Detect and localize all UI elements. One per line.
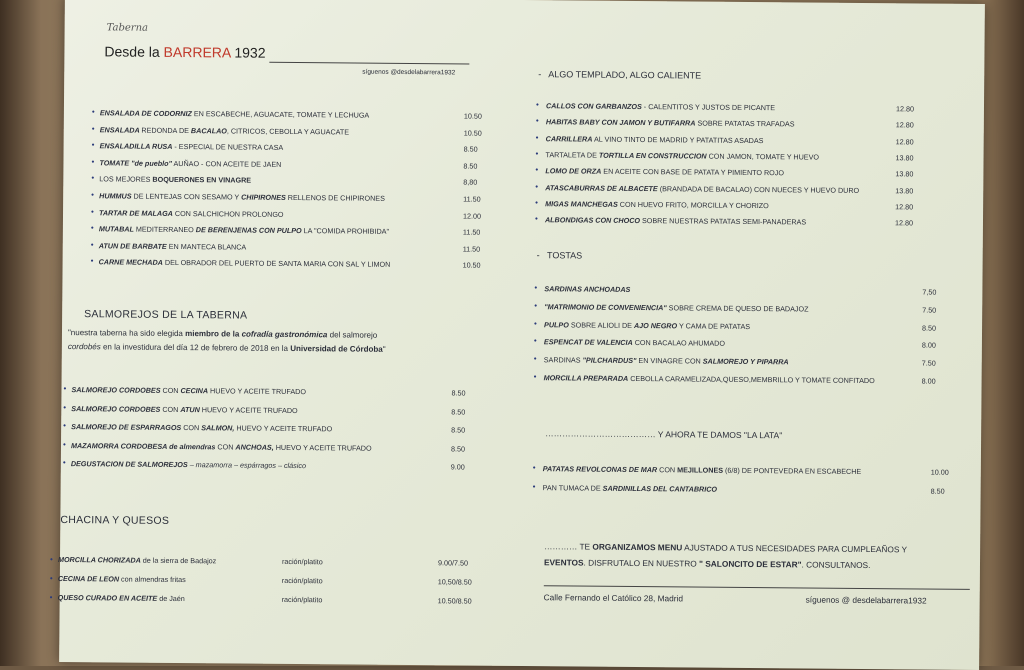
menu-item-text: – mazamorra – espárragos – clásico xyxy=(189,460,306,471)
menu-item xyxy=(100,141,284,152)
menu-item-text: - ESPECIAL DE NUESTRA CASA xyxy=(172,142,284,153)
menu-item-text: AUÑAO - CON ACEITE DE JAEN xyxy=(171,158,282,169)
menu-item-text: DEGUSTACION DE SALMOREJOS xyxy=(70,459,190,470)
menu-item-text: ATUN xyxy=(180,404,200,414)
bullet: • xyxy=(91,140,95,150)
bullet: • xyxy=(535,197,538,207)
menu-item-text: CON xyxy=(657,465,678,475)
menu-item xyxy=(100,125,349,136)
menu-item-text: (BRANDADA DE BACALAO) CON NUECES Y HUEVO DURO xyxy=(657,183,860,195)
bullet: • xyxy=(90,256,94,266)
bullet: • xyxy=(49,554,53,564)
menu-item-text: SALMOREJO DE ESPARRAGOS xyxy=(71,422,182,433)
menu-item-text: MAZAMORRA CORDOBESA xyxy=(70,440,170,451)
bullet: • xyxy=(535,149,539,159)
menu-item-text: TARTALETA DE xyxy=(545,150,599,160)
salmorejos-title: SALMOREJOS DE LA TABERNA xyxy=(84,308,248,322)
bullet: • xyxy=(534,214,538,224)
menu-item-text: , CITRICOS, CEBOLLA Y AGUACATE xyxy=(226,126,350,137)
menu-item-price: 8.50 xyxy=(922,323,937,333)
bullet: • xyxy=(534,300,538,310)
menu-item-text: DE BERENJENAS CON PULPO xyxy=(195,225,302,236)
menu-item-text: LOS MEJORES xyxy=(99,174,153,185)
bullet: • xyxy=(90,223,94,233)
menu-item-price: 8.50 xyxy=(450,443,466,454)
menu-item xyxy=(71,385,306,396)
menu-item-text: CEBOLLA CARAMELIZADA,QUESO,MEMBRILLO Y TOMATE CONFITADO xyxy=(628,373,875,386)
menu-item-text: MIGAS MANCHEGAS xyxy=(545,198,618,209)
menu-item xyxy=(544,338,725,349)
menu-item-price: 13.80 xyxy=(895,153,914,163)
menu-item-price: 11.50 xyxy=(462,227,481,237)
menu-item-text: SALMOREJO CORDOBES xyxy=(71,385,163,395)
bullet: • xyxy=(63,402,67,412)
menu-item-text: ENSALADA xyxy=(99,124,142,135)
menu-item xyxy=(545,199,769,210)
title-year: 1932 xyxy=(234,44,266,61)
menu-item-text: SARDINILLAS DEL CANTABRICO xyxy=(602,483,718,494)
menu-item xyxy=(100,108,369,119)
chacina-item-price: 10,50/8.50 xyxy=(437,577,472,587)
menu-item xyxy=(546,150,820,161)
menu-note-1 xyxy=(544,541,907,554)
menu-item-text: SOBRE NUESTRAS PATATAS SEMI-PANADERAS xyxy=(639,216,807,227)
menu-item-price: 12.00 xyxy=(462,211,482,221)
menu-item-text: ALBONDIGAS CON CHOCO xyxy=(544,215,641,226)
menu-item-price: 7.50 xyxy=(922,305,937,315)
menu-item-text: SOBRE CREMA DE QUESO DE BADAJOZ xyxy=(666,303,809,314)
menu-item-text: CARNE MECHADA xyxy=(98,257,163,268)
menu-item-text: ENSALADA DE xyxy=(99,108,154,118)
intro-university: Universidad de Córdoba xyxy=(290,343,383,354)
menu-item xyxy=(545,166,784,177)
menu-item-price: 13.80 xyxy=(895,185,914,195)
menu-item-text: AJO NEGRO xyxy=(633,320,678,330)
menu-item-text: CON SALCHICHON PROLONGO xyxy=(172,208,284,219)
chacina-item-price: 10.50/8.50 xyxy=(437,596,472,606)
menu-item-text: MEJILLONES xyxy=(677,465,724,475)
menu-item-text: CARRILLERA xyxy=(545,133,593,144)
menu-item-price: 7,50 xyxy=(922,287,937,297)
bullet: • xyxy=(49,573,53,583)
menu-item-text: CON HUEVO FRITO, MORCILLA Y CHORIZO xyxy=(617,199,769,210)
menu-item xyxy=(544,320,750,331)
menu-item-text: ATASCABURRAS DE ALBACETE xyxy=(545,182,658,193)
chacina-item xyxy=(58,555,216,565)
menu-item-price: 7.50 xyxy=(921,358,936,368)
note-consultanos: . CONSULTANOS. xyxy=(801,559,871,571)
intro-text: "nuestra taberna ha sido elegida xyxy=(67,328,186,339)
footer-address: Calle Fernando el Católico 28, Madrid xyxy=(543,592,684,604)
menu-item-text: HUEVO Y ACEITE TRUFADO xyxy=(208,386,306,397)
bullet: • xyxy=(90,240,94,250)
chacina-item-portion: ración/platito xyxy=(281,556,323,567)
bullet: • xyxy=(62,439,66,449)
menu-item xyxy=(544,373,875,385)
menu-item xyxy=(543,464,862,476)
menu-item-text: SOBRE ALIOLI DE xyxy=(568,320,635,330)
menu-item-text: SARDINAS ANCHOADAS xyxy=(544,284,631,294)
chacina-item xyxy=(58,574,186,584)
chacina-item-price: 9.00/7.50 xyxy=(437,558,469,568)
taberna-label: Taberna xyxy=(106,22,149,34)
tostas-title: - TOSTAS xyxy=(536,250,583,261)
bullet: • xyxy=(535,100,539,110)
menu-item-text: REDONDA DE xyxy=(141,125,191,135)
bullet: • xyxy=(62,457,66,468)
menu-item-text: CHIPIRONES xyxy=(241,192,286,202)
menu-item-text: HUEVO Y ACEITE TRUFADO xyxy=(199,404,298,415)
menu-item xyxy=(544,284,630,294)
menu-item-text: HABITAS BABY CON JAMON Y BUTIFARRA xyxy=(545,117,696,128)
menu-item-text: SOBRE PATATAS TRAFADAS xyxy=(695,118,795,129)
chacina-item-name: MORCILLA CHORIZADA xyxy=(57,554,141,565)
bullet: • xyxy=(532,463,536,473)
menu-item xyxy=(99,191,385,202)
chacina-item-desc: con almendras fritas xyxy=(119,574,186,585)
note-rest: AJUSTADO A TUS NECESIDADES PARA CUMPLEAÑOS Y xyxy=(682,542,908,555)
menu-item-price: 9.00 xyxy=(450,462,465,472)
bullet: • xyxy=(535,116,539,126)
menu-item-price: 8.50 xyxy=(451,425,466,435)
menu-item-text: DE LENTEJAS CON SESAMO Y xyxy=(133,191,242,202)
intro-quote: " xyxy=(382,344,386,354)
menu-item-text: (6/8) DE PONTEVEDRA EN ESCABECHE xyxy=(723,465,862,476)
menu-item-text: CON xyxy=(181,423,202,433)
chacina-title: CHACINA Y QUESOS xyxy=(60,513,170,527)
menu-item-text: LA "COMIDA PROHIBIDA" xyxy=(301,226,390,237)
menu-sheet xyxy=(49,0,985,670)
bullet: • xyxy=(91,173,95,183)
bullet: • xyxy=(534,318,537,328)
menu-item-text: SARDINAS xyxy=(543,355,583,365)
chacina-item-desc: de Jaén xyxy=(157,593,185,604)
menu-item-text: ESPENCAT DE VALENCIA xyxy=(543,337,633,348)
menu-item-text: Y CAMA DE PATATAS xyxy=(677,320,751,331)
menu-item xyxy=(546,117,795,128)
menu-item-text: PAN TUMACA DE xyxy=(542,483,603,493)
bullet: • xyxy=(91,206,94,216)
lata-title: ………………………………… Y AHORA TE DAMOS "LA LATA" xyxy=(545,428,783,441)
menu-item xyxy=(546,134,764,145)
menu-item-price: 8.50 xyxy=(451,388,466,398)
menu-item-text: MORCILLA PREPARADA xyxy=(543,373,629,383)
menu-item-price: 10.50 xyxy=(463,128,482,138)
menu-item xyxy=(71,404,297,415)
menu-item-text: CON xyxy=(162,385,181,396)
menu-item-text: CON JAMON, TOMATE Y HUEVO xyxy=(706,151,820,162)
bullet: • xyxy=(91,190,95,200)
menu-item-text: CECINA xyxy=(180,386,209,396)
menu-item xyxy=(544,355,789,366)
menu-item-price: 10.50 xyxy=(463,111,482,121)
menu-item-price: 12.80 xyxy=(895,120,914,130)
menu-item-text: CALLOS CON GARBANZOS xyxy=(545,101,642,112)
menu-item-text: RELLENOS DE CHIPIRONES xyxy=(285,192,385,203)
menu-item xyxy=(546,101,775,112)
menu-item-text: HUMMUS xyxy=(99,191,134,201)
bullet: • xyxy=(533,336,537,346)
menu-item-text: DEL OBRADOR DEL PUERTO DE SANTA MARIA CON SAL Y LIMON xyxy=(162,258,391,270)
menu-item-price: 8.50 xyxy=(930,486,945,496)
menu-item xyxy=(543,483,717,494)
note-dots: ………… TE xyxy=(544,541,593,552)
menu-item-text: CON xyxy=(160,404,181,414)
bullet: • xyxy=(532,482,536,492)
tostas-title-text: TOSTAS xyxy=(546,250,583,261)
menu-item xyxy=(99,224,389,236)
header-social: síguenos @desdelabarrera1932 xyxy=(362,68,456,77)
note-eventos: EVENTOS xyxy=(543,557,584,568)
title-brand: BARRERA xyxy=(163,43,231,61)
menu-item xyxy=(71,459,306,470)
bullet: • xyxy=(49,592,53,602)
menu-item-text: TOMATE xyxy=(99,158,132,168)
note-organizamos: ORGANIZAMOS MENU xyxy=(592,541,683,553)
bullet: • xyxy=(534,283,538,293)
note-disfrutalo: . DISFRUTALO EN NUESTRO xyxy=(583,557,700,569)
intro-date: en la investidura del día 12 de febrero de 2018 en la xyxy=(100,342,291,353)
menu-item-text: AL VINO TINTO DE MADRID Y PATATITAS ASADAS xyxy=(592,134,764,145)
menu-item-text: EN ESCABECHE, AGUACATE, TOMATE Y LECHUGA xyxy=(191,109,370,120)
bullet: • xyxy=(533,372,537,382)
intro-bold: miembro de la xyxy=(185,329,242,339)
note-saloncito: " SALONCITO DE ESTAR" xyxy=(699,558,802,570)
title-prefix: Desde la xyxy=(104,43,160,60)
menu-item-text: HUEVO Y ACEITE TRUFADO xyxy=(273,442,372,453)
menu-item-price: 8,80 xyxy=(463,177,478,187)
menu-item-text: "PILCHARDUS" xyxy=(582,355,637,366)
menu-item-text: de almendras xyxy=(169,441,216,451)
menu-item-text: EN ACEITE CON BASE DE PATATA Y PIMIENTO ROJO xyxy=(601,166,785,178)
menu-item xyxy=(99,158,281,169)
footer-line xyxy=(544,585,970,590)
menu-item xyxy=(545,183,859,195)
menu-item-text: SALMON, xyxy=(201,423,235,433)
menu-item-text: BOQUERONES EN VINAGRE xyxy=(152,175,252,186)
menu-item-text: ATUN DE BARBATE xyxy=(98,241,167,251)
bullet: • xyxy=(63,420,67,431)
bullet: • xyxy=(535,132,539,142)
menu-item-text: TARTAR DE MALAGA xyxy=(98,207,173,218)
menu-item xyxy=(99,175,251,185)
menu-item-price: 12.80 xyxy=(895,202,914,212)
menu-item-text: SALMOREJO Y PIPARRA xyxy=(702,356,789,367)
chacina-item-portion: ración/platito xyxy=(281,594,323,605)
menu-item-text: HUEVO Y ACEITE TRUFADO xyxy=(234,423,333,434)
menu-note-2 xyxy=(544,557,871,570)
bullet: • xyxy=(535,181,539,191)
menu-item-price: 12.80 xyxy=(895,104,915,114)
intro-cordobes: cordobés xyxy=(67,342,101,352)
menu-item xyxy=(71,441,372,453)
caliente-title: - ALGO TEMPLADO, ALGO CALIENTE xyxy=(538,69,702,81)
page-title xyxy=(104,43,265,60)
chacina-item-desc: de la sierra de Badajoz xyxy=(140,555,217,566)
menu-item-text: EN MANTECA BLANCA xyxy=(166,241,247,252)
menu-item-text: ANCHOAS, xyxy=(235,442,274,452)
menu-item-text: LOMO DE ORZA xyxy=(545,166,602,176)
menu-item-price: 11.50 xyxy=(462,244,481,254)
menu-item-price: 12.80 xyxy=(894,218,914,228)
chacina-item xyxy=(58,593,185,603)
bullet: • xyxy=(91,157,95,167)
menu-item-text: MEDITERRANEO xyxy=(133,224,196,235)
chacina-item-name: QUESO CURADO EN ACEITE xyxy=(57,592,158,603)
intro-bold-italic: cofradía gastronómica xyxy=(241,329,328,340)
menu-item-price: 8.00 xyxy=(921,376,936,386)
menu-item xyxy=(545,215,806,226)
menu-item-price: 8.00 xyxy=(921,340,936,351)
menu-item-text: EN VINAGRE CON xyxy=(636,356,703,366)
menu-item xyxy=(99,208,284,219)
menu-item-text: CODORNIZ xyxy=(153,108,192,119)
menu-item-price: 8.50 xyxy=(451,406,466,417)
chacina-item-portion: ración/platito xyxy=(281,575,323,586)
menu-item-text: CON xyxy=(215,441,236,452)
menu-item xyxy=(544,302,808,313)
salmorejos-intro-1 xyxy=(68,328,377,340)
caliente-title-text: ALGO TEMPLADO, ALGO CALIENTE xyxy=(548,69,702,81)
intro-rest: del salmorejo xyxy=(327,330,378,340)
chacina-item-name: CECINA DE LEON xyxy=(57,573,120,584)
menu-item xyxy=(99,258,391,270)
menu-item-text: "MATRIMONIO DE CONVENIENCIA" xyxy=(544,301,667,313)
menu-item-text: SALMOREJO CORDOBES xyxy=(71,403,161,414)
menu-item-price: 12.80 xyxy=(895,136,914,147)
menu-item xyxy=(71,422,332,433)
menu-item-price: 8.50 xyxy=(463,144,478,154)
bullet: • xyxy=(91,107,95,117)
footer-social: síguenos @ desdelabarrera1932 xyxy=(805,594,927,606)
menu-item-text: PATATAS REVOLCONAS DE MAR xyxy=(542,464,658,475)
menu-item-price: 8.50 xyxy=(463,161,478,171)
menu-item xyxy=(99,241,247,251)
bullet: • xyxy=(91,123,95,133)
bullet: • xyxy=(533,354,537,364)
bullet: • xyxy=(63,384,67,394)
menu-item-text: - CALENTITOS Y JUSTOS DE PICANTE xyxy=(641,102,776,113)
title-underline xyxy=(269,62,469,65)
bullet: • xyxy=(535,165,539,175)
menu-item-text: TORTILLA EN CONSTRUCCION xyxy=(598,150,707,161)
menu-item-text: BACALAO xyxy=(190,125,227,136)
menu-item-text: CON BACALAO AHUMADO xyxy=(632,338,726,349)
menu-item-text: MUTABAL xyxy=(98,224,134,234)
menu-item-price: 10.00 xyxy=(930,467,949,477)
salmorejos-intro-2 xyxy=(68,342,386,354)
menu-item-text: ENSALADILLA RUSA xyxy=(99,141,173,152)
menu-item-text: "de pueblo" xyxy=(131,158,172,168)
menu-item-price: 11.50 xyxy=(463,194,481,204)
menu-item-text: PULPO xyxy=(544,319,569,330)
menu-item-price: 13.80 xyxy=(895,169,914,179)
menu-item-price: 10.50 xyxy=(462,260,481,271)
